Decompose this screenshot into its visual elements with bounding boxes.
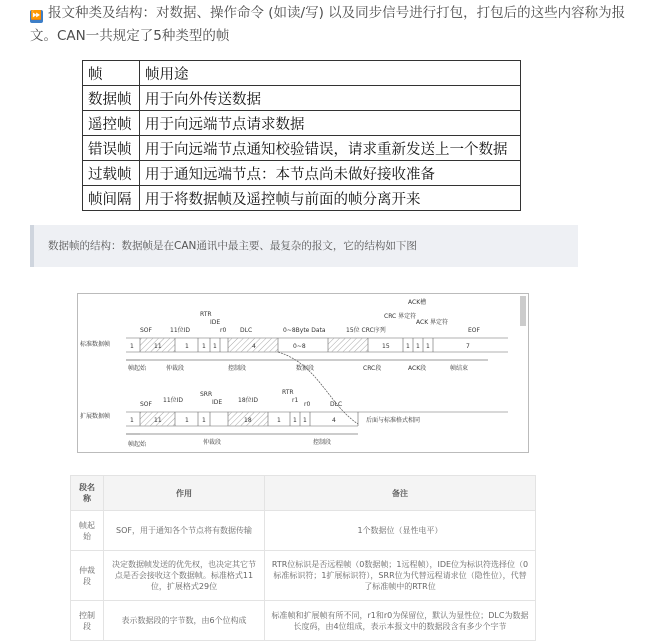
std-field-label: 0~8Byte Data [283, 327, 326, 334]
ext-field-label: RTR [282, 389, 294, 396]
std-segment-label: 控制段 [228, 365, 247, 372]
std-segment-label: ACK段 [408, 365, 427, 372]
header-cell: 备注 [265, 476, 536, 511]
field-function: 表示数据段的字节数，由6个位构成 [104, 601, 265, 641]
std-bit-count: 1 [426, 343, 430, 350]
std-bit-count: 1 [185, 343, 189, 350]
field-remark: 1个数据位（显性电平） [265, 511, 536, 551]
ext-field-label: r1 [292, 397, 299, 404]
header-cell: 段名称 [71, 476, 104, 511]
frame-name: 数据帧 [83, 86, 140, 111]
frame-structure-svg [78, 294, 528, 452]
table-row [83, 136, 521, 161]
table-row [83, 186, 521, 211]
ext-segment-label: 帧起始 [128, 441, 147, 448]
table-row [71, 511, 536, 551]
fields-header-row [71, 476, 536, 511]
std-field-label: RTR [200, 311, 212, 318]
std-segment-label: 仲裁段 [166, 365, 185, 372]
ext-bit-count: 18 [244, 417, 252, 424]
can-frame-diagram [77, 293, 529, 453]
frame-purpose: 用于向外传送数据 [140, 86, 521, 111]
table-row [83, 161, 521, 186]
ext-field-label: IDE [212, 399, 223, 406]
frame-fields-table [70, 475, 536, 641]
diagram-scrollbar[interactable] [520, 296, 526, 326]
std-bit-count: 7 [466, 343, 470, 350]
std-bit-count: 1 [416, 343, 420, 350]
field-function: SOF，用于通知各个节点将有数据传输 [104, 511, 265, 551]
std-field-label: IDE [210, 319, 221, 326]
frame-name: 帧间隔 [83, 186, 140, 211]
std-segment-label: CRC段 [363, 365, 382, 372]
std-field-label: 11位ID [170, 327, 191, 334]
intro-text: 报文种类及结构：对数据、操作命令 (如读/写) 以及同步信号进行打包，打包后的这些内容称为报文。CAN一共规定了5种类型的帧 [30, 5, 626, 44]
ext-field-label: DLC [330, 401, 343, 408]
field-name: 仲裁段 [71, 551, 104, 601]
ext-bit-count: 1 [130, 417, 134, 424]
table-header-row [83, 61, 521, 86]
ext-field-label: r0 [304, 401, 311, 408]
ext-bit-count: 4 [332, 417, 336, 424]
header-cell: 作用 [104, 476, 265, 511]
ext-field-label: 18位ID [238, 397, 259, 404]
table-row [71, 601, 536, 641]
std-field-label: SOF [140, 327, 152, 334]
frame-name: 遥控帧 [83, 111, 140, 136]
frame-types-table [82, 60, 521, 211]
data-frame-note: 数据帧的结构：数据帧是在CAN通讯中最主要、最复杂的报文，它的结构如下图 [30, 225, 578, 267]
ext-segment-label: 仲裁段 [203, 439, 222, 446]
field-name: 帧起始 [71, 511, 104, 551]
header-cell: 帧 [83, 61, 140, 86]
std-bit-count: 1 [202, 343, 206, 350]
std-segment-label: 帧起始 [128, 365, 147, 372]
std-segment-label: 帧结束 [450, 365, 469, 372]
ext-bit-count: 1 [185, 417, 189, 424]
std-bit-count: 15 [382, 343, 390, 350]
ext-field-label: 11位ID [163, 397, 184, 404]
frame-purpose: 用于通知远端节点：本节点尚未做好接收准备 [140, 161, 521, 186]
crc-delimiter-label: CRC 界定符 [384, 313, 417, 320]
field-remark: RTR位标识是否远程帧（0数据帧；1远程帧），IDE位为标识符选择位（0标准标识符；1扩展标识符），SRR位为代替远程请求位（隐性位），代替了标准帧中的RTR位 [265, 551, 536, 601]
std-bit-count: 1 [406, 343, 410, 350]
table-row [83, 86, 521, 111]
std-bit-count: 4 [252, 343, 256, 350]
ext-tail-note: 后面与标准格式相同 [366, 417, 421, 424]
field-remark: 标准帧和扩展帧有所不同，r1和r0为保留位，默认为显性位；DLC为数据长度码，由4位组成，表示本报文中的数据段含有多少个字节 [265, 601, 536, 641]
frame-name: 错误帧 [83, 136, 140, 161]
std-field-label: DLC [240, 327, 253, 334]
ext-field-label: SOF [140, 401, 152, 408]
ack-delimiter-label: ACK 界定符 [416, 319, 449, 326]
table-row [83, 111, 521, 136]
fast-forward-icon: ⏩ [30, 11, 43, 21]
std-segment-label: 数据段 [296, 365, 315, 372]
field-name: 控制段 [71, 601, 104, 641]
std-frame-label: 标准数据帧 [80, 341, 111, 348]
ext-segment-label: 控制段 [313, 439, 332, 446]
intro-paragraph [30, 2, 640, 48]
std-bit-count: 1 [213, 343, 217, 350]
std-bit-count: 11 [154, 343, 162, 350]
std-field-label: r0 [220, 327, 227, 334]
table-row [71, 551, 536, 601]
header-cell: 帧用途 [140, 61, 521, 86]
ext-bit-count: 1 [202, 417, 206, 424]
ext-field-label: SRR [200, 391, 213, 398]
ack-slot-label: ACK槽 [408, 299, 427, 306]
frame-purpose: 用于将数据帧及遥控帧与前面的帧分离开来 [140, 186, 521, 211]
std-field-label: EOF [468, 327, 480, 334]
std-bit-count: 0~8 [293, 343, 306, 350]
frame-purpose: 用于向远端节点请求数据 [140, 111, 521, 136]
std-field-label: 15位 CRC序列 [346, 327, 386, 334]
ext-bit-count: 1 [293, 417, 297, 424]
frame-name: 过载帧 [83, 161, 140, 186]
ext-bit-count: 1 [303, 417, 307, 424]
field-function: 决定数据帧发送的优先权，也决定其它节点是否会接收这个数据帧。标准格式11位，扩展格式29位 [104, 551, 265, 601]
frame-purpose: 用于向远端节点通知校验错误，请求重新发送上一个数据 [140, 136, 521, 161]
ext-bit-count: 1 [277, 417, 281, 424]
ext-frame-label: 扩展数据帧 [80, 413, 111, 420]
std-bit-count: 1 [130, 343, 134, 350]
ext-bit-count: 11 [154, 417, 162, 424]
